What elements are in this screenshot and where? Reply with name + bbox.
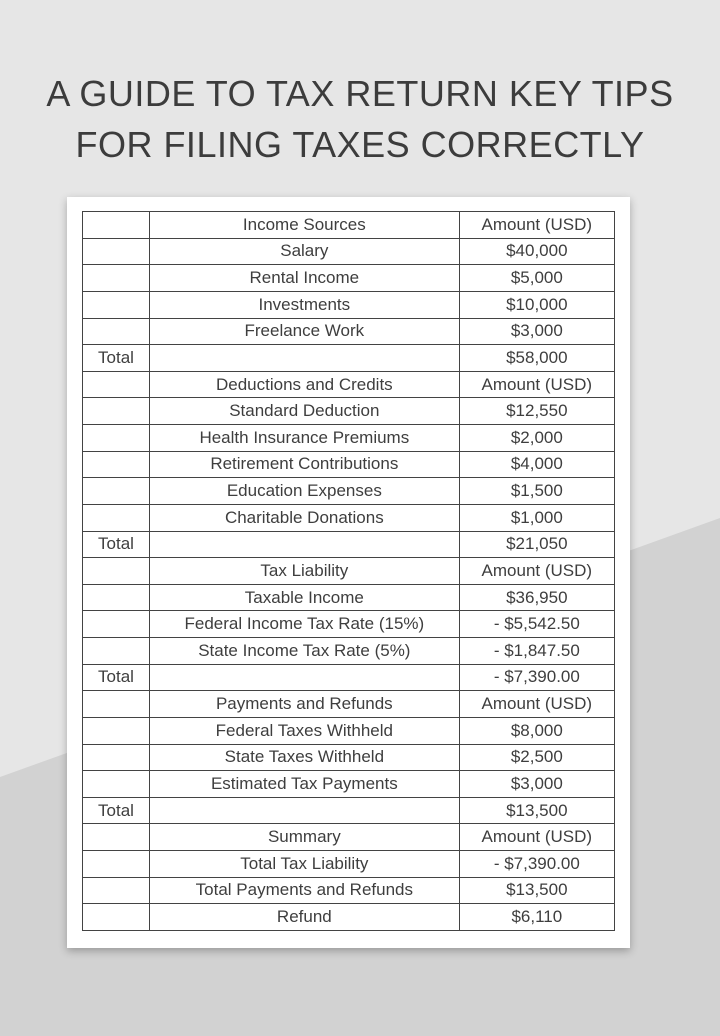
table-row — [83, 425, 615, 452]
table-row — [83, 771, 615, 798]
row-label-cell — [83, 717, 150, 744]
table-row — [83, 904, 615, 931]
amount-cell: $2,000 — [459, 425, 614, 452]
row-label-cell — [83, 478, 150, 505]
amount-cell: - $7,390.00 — [459, 851, 614, 878]
amount-cell: - $1,847.50 — [459, 638, 614, 665]
table-row — [83, 318, 615, 345]
title-line-1: A GUIDE TO TAX RETURN KEY TIPS — [46, 73, 674, 114]
row-label-cell — [83, 425, 150, 452]
row-label-cell — [83, 744, 150, 771]
amount-cell: $6,110 — [459, 904, 614, 931]
table-row — [83, 851, 615, 878]
amount-cell: $3,000 — [459, 771, 614, 798]
item-cell: Total Tax Liability — [150, 851, 460, 878]
item-cell — [150, 531, 460, 558]
tax-table-card — [67, 197, 630, 948]
row-label-cell: Total — [83, 345, 150, 372]
row-label-cell — [83, 771, 150, 798]
row-label-cell — [83, 212, 150, 239]
table-row — [83, 664, 615, 691]
item-cell: Deductions and Credits — [150, 371, 460, 398]
amount-cell: $13,500 — [459, 797, 614, 824]
item-cell: Federal Income Tax Rate (15%) — [150, 611, 460, 638]
item-cell: Salary — [150, 238, 460, 265]
amount-cell: $1,000 — [459, 504, 614, 531]
tax-table — [82, 211, 615, 931]
amount-cell: $12,550 — [459, 398, 614, 425]
amount-cell: $36,950 — [459, 584, 614, 611]
page-title — [0, 68, 720, 170]
table-row — [83, 451, 615, 478]
item-cell — [150, 345, 460, 372]
amount-cell: Amount (USD) — [459, 371, 614, 398]
item-cell: Tax Liability — [150, 558, 460, 585]
item-cell — [150, 664, 460, 691]
row-label-cell — [83, 638, 150, 665]
row-label-cell — [83, 877, 150, 904]
amount-cell: $40,000 — [459, 238, 614, 265]
row-label-cell — [83, 504, 150, 531]
table-row — [83, 265, 615, 292]
amount-cell: $10,000 — [459, 291, 614, 318]
row-label-cell — [83, 451, 150, 478]
amount-cell: Amount (USD) — [459, 558, 614, 585]
item-cell: Standard Deduction — [150, 398, 460, 425]
row-label-cell — [83, 371, 150, 398]
item-cell: Total Payments and Refunds — [150, 877, 460, 904]
item-cell: Rental Income — [150, 265, 460, 292]
row-label-cell: Total — [83, 797, 150, 824]
table-row — [83, 744, 615, 771]
row-label-cell — [83, 851, 150, 878]
item-cell: Summary — [150, 824, 460, 851]
table-row — [83, 824, 615, 851]
amount-cell: $5,000 — [459, 265, 614, 292]
item-cell: Taxable Income — [150, 584, 460, 611]
table-row — [83, 212, 615, 239]
table-row — [83, 504, 615, 531]
amount-cell: $2,500 — [459, 744, 614, 771]
amount-cell: $3,000 — [459, 318, 614, 345]
row-label-cell — [83, 691, 150, 718]
table-row — [83, 638, 615, 665]
table-row — [83, 291, 615, 318]
item-cell: Income Sources — [150, 212, 460, 239]
row-label-cell — [83, 904, 150, 931]
amount-cell: $8,000 — [459, 717, 614, 744]
item-cell: State Taxes Withheld — [150, 744, 460, 771]
table-row — [83, 797, 615, 824]
amount-cell: $58,000 — [459, 345, 614, 372]
table-row — [83, 531, 615, 558]
row-label-cell — [83, 584, 150, 611]
amount-cell: $1,500 — [459, 478, 614, 505]
row-label-cell — [83, 611, 150, 638]
item-cell — [150, 797, 460, 824]
tax-table-body — [83, 212, 615, 931]
table-row — [83, 238, 615, 265]
item-cell: Payments and Refunds — [150, 691, 460, 718]
amount-cell: Amount (USD) — [459, 824, 614, 851]
table-row — [83, 584, 615, 611]
row-label-cell: Total — [83, 531, 150, 558]
amount-cell: Amount (USD) — [459, 212, 614, 239]
table-row — [83, 691, 615, 718]
row-label-cell — [83, 558, 150, 585]
row-label-cell — [83, 265, 150, 292]
table-row — [83, 717, 615, 744]
table-row — [83, 345, 615, 372]
item-cell: Charitable Donations — [150, 504, 460, 531]
row-label-cell — [83, 238, 150, 265]
item-cell: Education Expenses — [150, 478, 460, 505]
row-label-cell — [83, 824, 150, 851]
table-row — [83, 398, 615, 425]
item-cell: Investments — [150, 291, 460, 318]
table-row — [83, 371, 615, 398]
amount-cell: $4,000 — [459, 451, 614, 478]
item-cell: State Income Tax Rate (5%) — [150, 638, 460, 665]
amount-cell: $13,500 — [459, 877, 614, 904]
table-row — [83, 478, 615, 505]
table-row — [83, 877, 615, 904]
table-row — [83, 558, 615, 585]
row-label-cell — [83, 318, 150, 345]
row-label-cell: Total — [83, 664, 150, 691]
amount-cell: $21,050 — [459, 531, 614, 558]
amount-cell: - $7,390.00 — [459, 664, 614, 691]
amount-cell: Amount (USD) — [459, 691, 614, 718]
row-label-cell — [83, 291, 150, 318]
item-cell: Freelance Work — [150, 318, 460, 345]
item-cell: Refund — [150, 904, 460, 931]
item-cell: Health Insurance Premiums — [150, 425, 460, 452]
item-cell: Retirement Contributions — [150, 451, 460, 478]
item-cell: Estimated Tax Payments — [150, 771, 460, 798]
row-label-cell — [83, 398, 150, 425]
item-cell: Federal Taxes Withheld — [150, 717, 460, 744]
table-row — [83, 611, 615, 638]
amount-cell: - $5,542.50 — [459, 611, 614, 638]
title-line-2: FOR FILING TAXES CORRECTLY — [75, 124, 645, 165]
